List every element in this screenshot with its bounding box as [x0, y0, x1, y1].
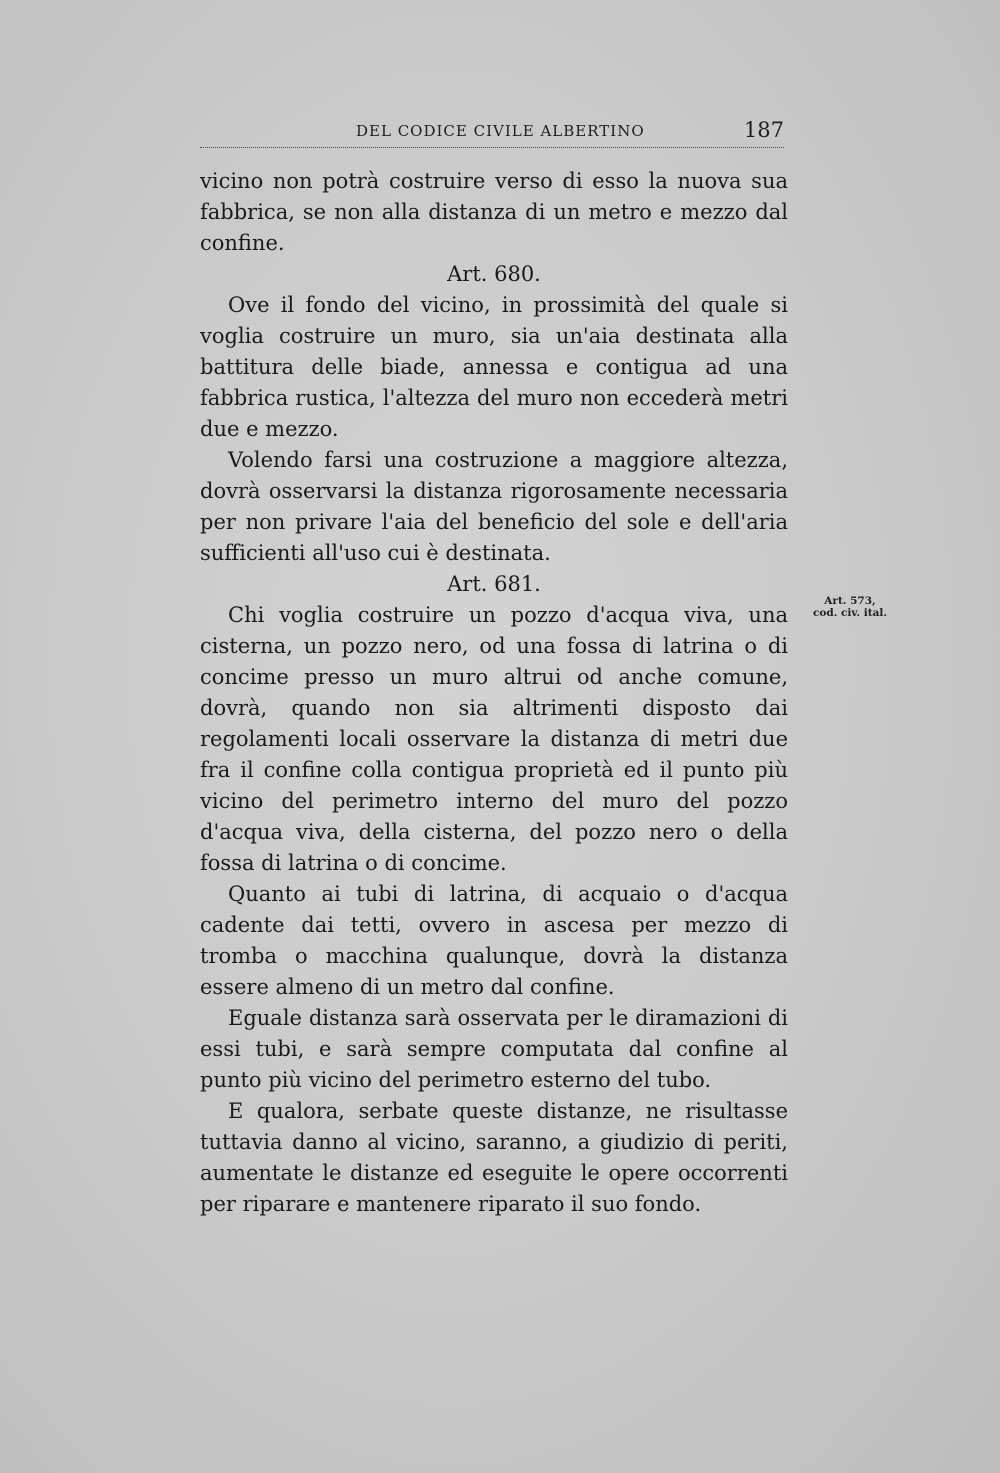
running-head: DEL CODICE CIVILE ALBERTINO — [356, 122, 645, 140]
paragraph-continued: vicino non potrà costruire verso di esso la nuova sua fabbrica, se non alla distanza di un metro e mezzo dal confine. — [200, 169, 788, 255]
margin-note-line-1: Art. 573, — [824, 595, 876, 607]
article-681-paragraph-4: E qualora, serbate queste distanze, ne risultasse tuttavia danno al vicino, saranno, a giudizio di periti, aumentate le distanze ed eseguite le opere occorrenti per riparare e mantenere riparato il suo fondo. — [200, 1099, 788, 1216]
article-681-paragraph-3: Eguale distanza sarà osservata per le diramazioni di essi tubi, e sarà sempre computata dal confine al punto più vicino del perimetro esterno del tubo. — [200, 1006, 788, 1092]
article-681-paragraph-2: Quanto ai tubi di latrina, di acquaio o d'acqua cadente dai tetti, ovvero in ascesa per mezzo di tromba o macchina qualunque, dovrà la distanza essere almeno di un metro dal confine. — [200, 882, 788, 999]
page-number: 187 — [743, 118, 784, 142]
article-680-paragraph-1: Ove il fondo del vicino, in prossimità del quale si voglia costruire un muro, sia un'aia destinata alla battitura delle biade, annessa e contigua ad una fabbrica rustica, l'altezza del muro non eccederà metri due e mezzo. — [200, 293, 788, 441]
article-680-heading: Art. 680. — [447, 262, 541, 286]
margin-note-line-2: cod. civ. ital. — [812, 607, 888, 619]
article-681-paragraph-1: Chi voglia costruire un pozzo d'acqua viva, una cisterna, un pozzo nero, od una fossa di latrina o di concime presso un muro altrui od anche comune, dovrà, quando non sia altrimenti disposto dai regolamenti locali osservare la distanza di metri due fra il confine colla contigua proprietà ed il punto più vicino del perimetro interno del muro del pozzo d'acqua viva, della cisterna, del pozzo nero o della fossa di latrina o di concime. — [200, 603, 788, 875]
article-681-heading: Art. 681. — [447, 572, 541, 596]
page-header — [200, 118, 788, 150]
article-680-paragraph-2: Volendo farsi una costruzione a maggiore altezza, dovrà osservarsi la distanza rigorosamente necessaria per non privare l'aia del beneficio del sole e dell'aria sufficienti all'uso cui è destinata. — [200, 448, 788, 565]
margin-note-cross-reference — [806, 595, 894, 619]
main-text — [200, 166, 788, 1220]
header-rule — [200, 147, 784, 148]
